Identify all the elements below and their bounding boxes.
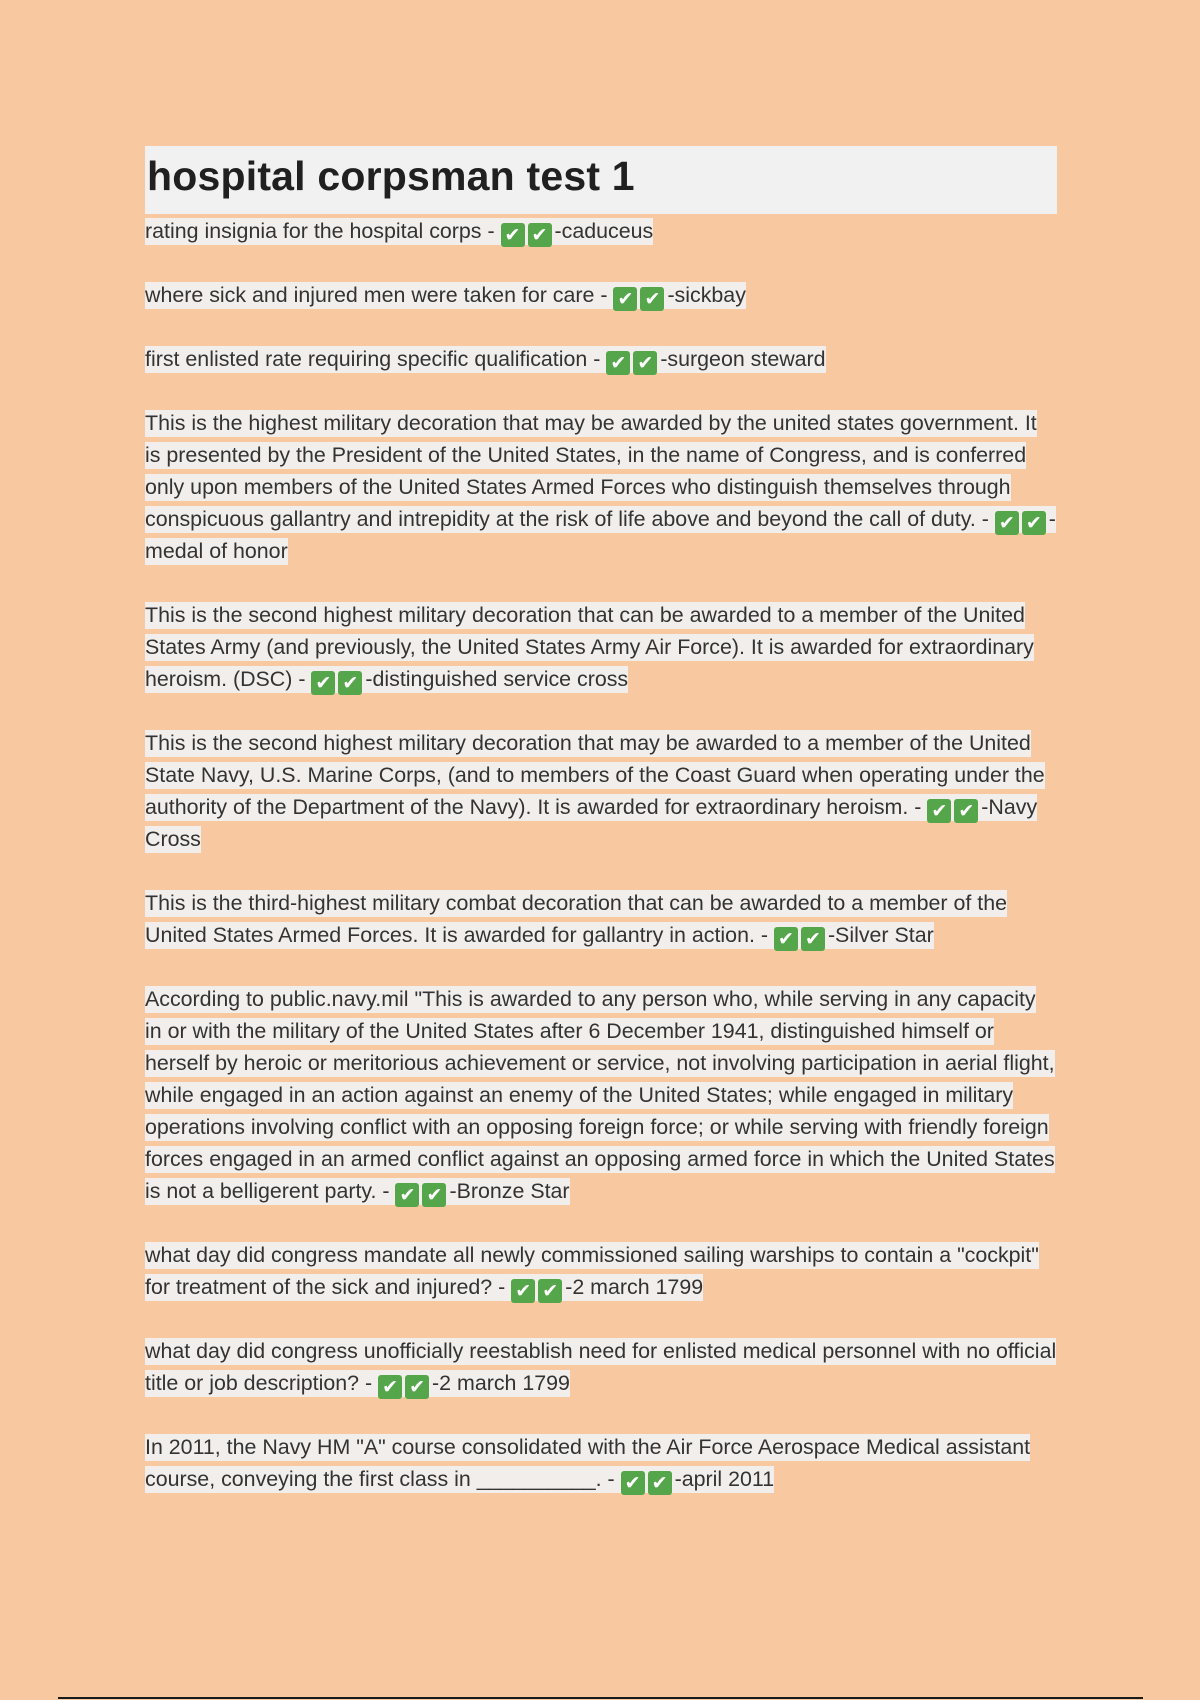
answer-text: -surgeon steward [660, 347, 826, 371]
answer-text: -caduceus [554, 219, 654, 243]
answer-marker [311, 667, 365, 694]
answer-text: -Silver Star [827, 923, 934, 947]
answer-text: -april 2011 [674, 1467, 775, 1491]
check-mark-icon: ✔ [640, 287, 664, 311]
question-text: This is the second highest military decoration that may be awarded to a member of the United State Navy, U.S. Marine Corps, (and to members of the Coast Guard when operating under the authority of the Department of the Navy). It is awarded for extraordinary heroism. - [145, 731, 1045, 819]
question-text: first enlisted rate requiring specific qualification - [145, 347, 607, 371]
qa-item [145, 727, 1057, 855]
question-text: rating insignia for the hospital corps - [145, 219, 501, 243]
qa-highlight [145, 410, 1056, 565]
title-banner [145, 146, 1057, 214]
answer-text: -Bronze Star [449, 1179, 570, 1203]
check-mark-icon: ✔ [927, 799, 951, 823]
answer-marker [774, 923, 828, 950]
qa-highlight [145, 1338, 1056, 1397]
check-mark-icon: ✔ [633, 351, 657, 375]
qa-highlight [145, 218, 653, 245]
qa-item [145, 1239, 1057, 1303]
question-text: In 2011, the Navy HM "A" course consolidated with the Air Force Aerospace Medical assistant course, conveying the first class in __________. - [145, 1435, 1031, 1491]
qa-item [145, 887, 1057, 951]
check-mark-icon: ✔ [378, 1375, 402, 1399]
check-mark-icon: ✔ [511, 1279, 535, 1303]
qa-highlight [145, 730, 1045, 853]
page-bottom-divider [58, 1697, 1143, 1699]
check-mark-icon: ✔ [405, 1375, 429, 1399]
question-text: This is the second highest military decoration that can be awarded to a member of the United States Army (and previously, the United States Army Air Force). It is awarded for extraordinary heroism. (DSC) - [145, 603, 1034, 691]
qa-item [145, 407, 1057, 567]
question-text: where sick and injured men were taken for care - [145, 283, 614, 307]
qa-item [145, 215, 1057, 247]
check-mark-icon: ✔ [621, 1471, 645, 1495]
question-text: what day did congress mandate all newly commissioned sailing warships to contain a "cockpit" for treatment of the sick and injured? - [145, 1243, 1039, 1299]
qa-highlight [145, 1242, 1039, 1301]
answer-text: -2 march 1799 [432, 1371, 570, 1395]
qa-highlight [145, 282, 746, 309]
answer-marker [621, 1467, 675, 1494]
qa-highlight [145, 986, 1055, 1205]
answer-marker [995, 507, 1049, 534]
check-mark-icon: ✔ [528, 223, 552, 247]
check-mark-icon: ✔ [538, 1279, 562, 1303]
answer-text: -medal of honor [145, 507, 1056, 563]
answer-marker [395, 1179, 449, 1206]
qa-item [145, 599, 1057, 695]
qa-item [145, 343, 1057, 375]
answer-marker [511, 1275, 565, 1302]
qa-item [145, 1335, 1057, 1399]
document-page [145, 146, 1057, 1527]
question-text: what day did congress unofficially reestablish need for enlisted medical personnel with no official title or job description? - [145, 1339, 1057, 1395]
qa-highlight [145, 1434, 1030, 1493]
check-mark-icon: ✔ [1022, 511, 1046, 535]
question-text: This is the highest military decoration that may be awarded by the united states government. It is presented by the President of the United States, in the name of Congress, and is conferred only upon members of the United States Armed Forces who distinguish themselves through conspicuous gallantry and intrepidity at the risk of life above and beyond the call of duty. - [145, 411, 1037, 531]
check-mark-icon: ✔ [648, 1471, 672, 1495]
answer-text: -sickbay [667, 283, 746, 307]
qa-item [145, 279, 1057, 311]
check-mark-icon: ✔ [606, 351, 630, 375]
check-mark-icon: ✔ [995, 511, 1019, 535]
answer-text: -distinguished service cross [365, 667, 629, 691]
check-mark-icon: ✔ [954, 799, 978, 823]
answer-marker [606, 347, 660, 374]
qa-highlight [145, 346, 826, 373]
answer-marker [378, 1371, 432, 1398]
check-mark-icon: ✔ [613, 287, 637, 311]
answer-text: -2 march 1799 [565, 1275, 704, 1299]
answer-marker [613, 283, 667, 310]
check-mark-icon: ✔ [774, 927, 798, 951]
qa-item [145, 983, 1057, 1207]
check-mark-icon: ✔ [422, 1183, 446, 1207]
check-mark-icon: ✔ [395, 1183, 419, 1207]
check-mark-icon: ✔ [501, 223, 525, 247]
qa-list [145, 215, 1057, 1495]
question-text: According to public.navy.mil "This is awarded to any person who, while serving in any capacity in or with the military of the United States after 6 December 1941, distinguished himself or herself by heroic or meritorious achievement or service, not involving participation in aerial flight, while engaged in an action against an enemy of the United States; while engaged in military operations involving conflict with an opposing foreign force; or while serving with friendly foreign forces engaged in an armed conflict against an opposing armed force in which the United States is not a belligerent party. - [145, 987, 1055, 1203]
qa-item [145, 1431, 1057, 1495]
qa-highlight [145, 602, 1034, 693]
document-title: hospital corpsman test 1 [147, 153, 635, 199]
answer-text: -Navy Cross [145, 795, 1038, 851]
check-mark-icon: ✔ [311, 671, 335, 695]
check-mark-icon: ✔ [338, 671, 362, 695]
answer-marker [501, 219, 555, 246]
check-mark-icon: ✔ [801, 927, 825, 951]
question-text: This is the third-highest military combat decoration that can be awarded to a member of the United States Armed Forces. It is awarded for gallantry in action. - [145, 891, 1007, 947]
qa-highlight [145, 890, 1007, 949]
answer-marker [927, 795, 981, 822]
